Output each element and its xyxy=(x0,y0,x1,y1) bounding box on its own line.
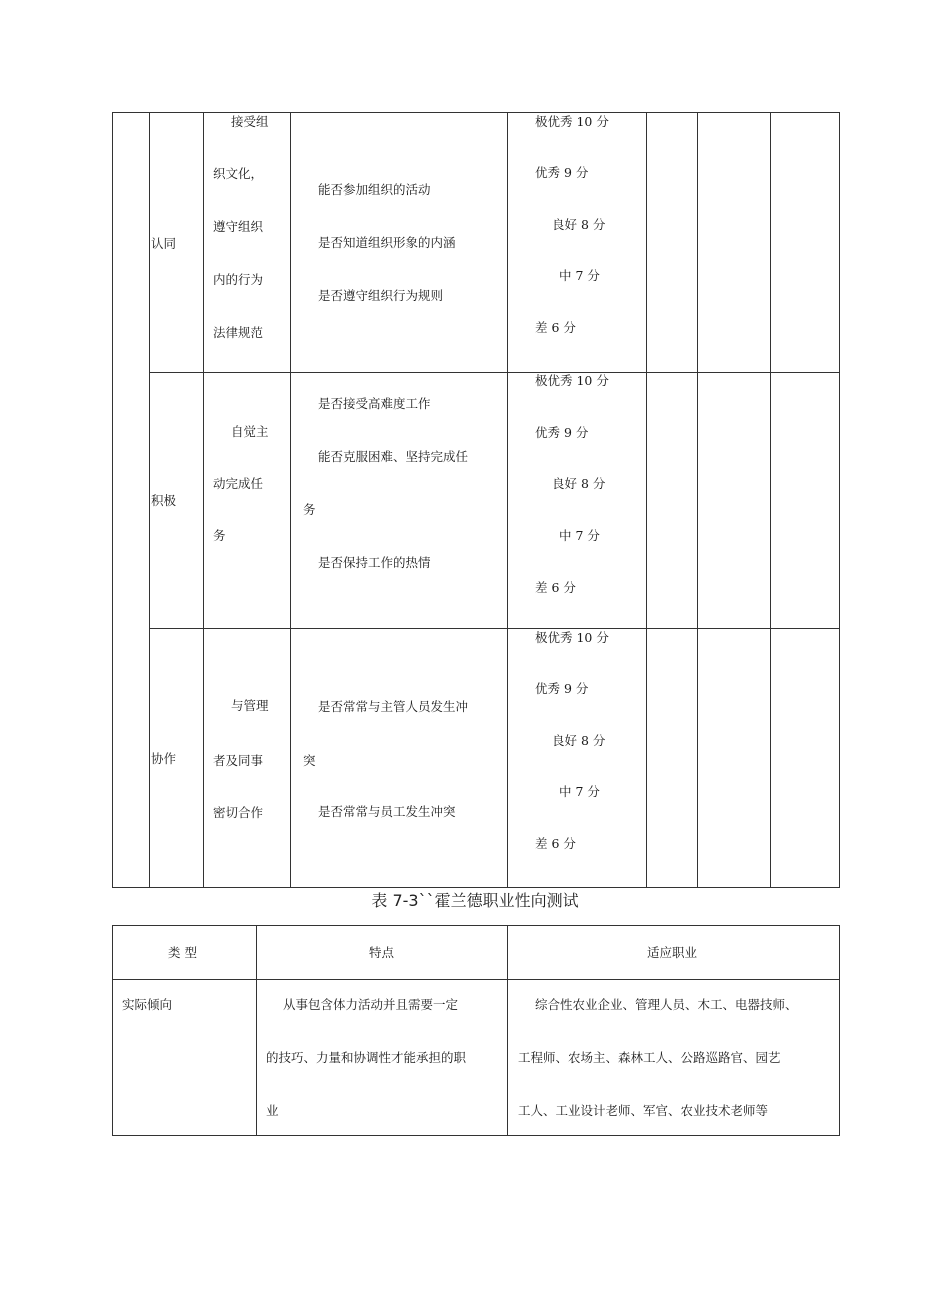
question-text: 是否接受高难度工作 xyxy=(318,396,431,411)
type-cell: 实际倾向 xyxy=(122,997,173,1012)
dimension-cell: 积极 xyxy=(151,493,177,508)
table-rule xyxy=(149,372,840,373)
score-option: 良好 8 分 xyxy=(552,733,606,748)
question-text: 是否保持工作的热情 xyxy=(318,555,431,570)
question-text: 是否知道组织形象的内涵 xyxy=(318,235,456,250)
score-option: 良好 8 分 xyxy=(552,217,606,232)
question-text: 是否常常与员工发生冲突 xyxy=(318,804,456,819)
table-rule xyxy=(112,112,113,888)
question-text: 务 xyxy=(303,502,316,517)
table-rule xyxy=(149,112,150,888)
table-rule xyxy=(149,628,840,629)
table-rule xyxy=(697,112,698,888)
jobs-text: 工程师、农场主、森林工人、公路巡路官、园艺 xyxy=(518,1050,781,1065)
table-rule xyxy=(256,925,257,1136)
table-rule xyxy=(839,925,840,1136)
standard-text: 织文化， xyxy=(213,166,264,181)
column-header-jobs: 适应职业 xyxy=(647,945,698,960)
column-header-features: 特点 xyxy=(369,945,395,960)
jobs-text: 综合性农业企业、管理人员、木工、电器技师、 xyxy=(535,997,798,1012)
standard-text: 务 xyxy=(213,528,226,543)
score-option: 优秀 9 分 xyxy=(535,425,589,440)
standard-text: 法律规范 xyxy=(213,325,264,340)
table-rule xyxy=(770,112,771,888)
question-text: 是否常常与主管人员发生冲 xyxy=(318,699,469,714)
table-rule xyxy=(507,925,508,1136)
score-option: 中 7 分 xyxy=(559,268,600,283)
table-rule xyxy=(290,112,291,888)
features-text: 从事包含体力活动并且需要一定 xyxy=(283,997,459,1012)
standard-text: 内的行为 xyxy=(213,272,264,287)
score-option: 差 6 分 xyxy=(535,836,576,851)
jobs-text: 工人、工业设计老师、军官、农业技术老师等 xyxy=(518,1103,769,1118)
features-text: 业 xyxy=(266,1103,279,1118)
score-option: 优秀 9 分 xyxy=(535,681,589,696)
table-rule xyxy=(112,979,840,980)
score-option: 中 7 分 xyxy=(559,528,600,543)
table-caption: 表 7-3``霍兰德职业性向测试 xyxy=(371,891,579,910)
table-rule xyxy=(646,112,647,888)
table-rule xyxy=(112,1135,840,1136)
dimension-cell: 认同 xyxy=(151,236,177,251)
score-option: 良好 8 分 xyxy=(552,476,606,491)
standard-text: 接受组 xyxy=(231,114,269,129)
standard-text: 自觉主 xyxy=(231,424,269,439)
score-option: 差 6 分 xyxy=(535,320,576,335)
standard-text: 动完成任 xyxy=(213,476,264,491)
column-header-type: 类 型 xyxy=(168,945,197,960)
standard-text: 者及同事 xyxy=(213,753,264,768)
standard-text: 密切合作 xyxy=(213,805,264,820)
dimension-cell: 协作 xyxy=(151,751,177,766)
question-text: 能否克服困难、坚持完成任 xyxy=(318,449,469,464)
standard-text: 遵守组织 xyxy=(213,219,264,234)
features-text: 的技巧、力量和协调性才能承担的职 xyxy=(266,1050,467,1065)
table-rule xyxy=(112,925,113,1136)
question-text: 是否遵守组织行为规则 xyxy=(318,288,444,303)
question-text: 能否参加组织的活动 xyxy=(318,182,431,197)
table-rule xyxy=(839,112,840,888)
score-option: 极优秀 10 分 xyxy=(535,114,609,129)
question-text: 突 xyxy=(303,753,316,768)
table-rule xyxy=(203,112,204,888)
table-rule xyxy=(112,112,840,113)
table-rule xyxy=(507,112,508,888)
score-option: 中 7 分 xyxy=(559,784,600,799)
score-option: 极优秀 10 分 xyxy=(535,373,609,388)
standard-text: 与管理 xyxy=(231,698,269,713)
score-option: 优秀 9 分 xyxy=(535,165,589,180)
score-option: 极优秀 10 分 xyxy=(535,630,609,645)
table-rule xyxy=(112,925,840,926)
score-option: 差 6 分 xyxy=(535,580,576,595)
